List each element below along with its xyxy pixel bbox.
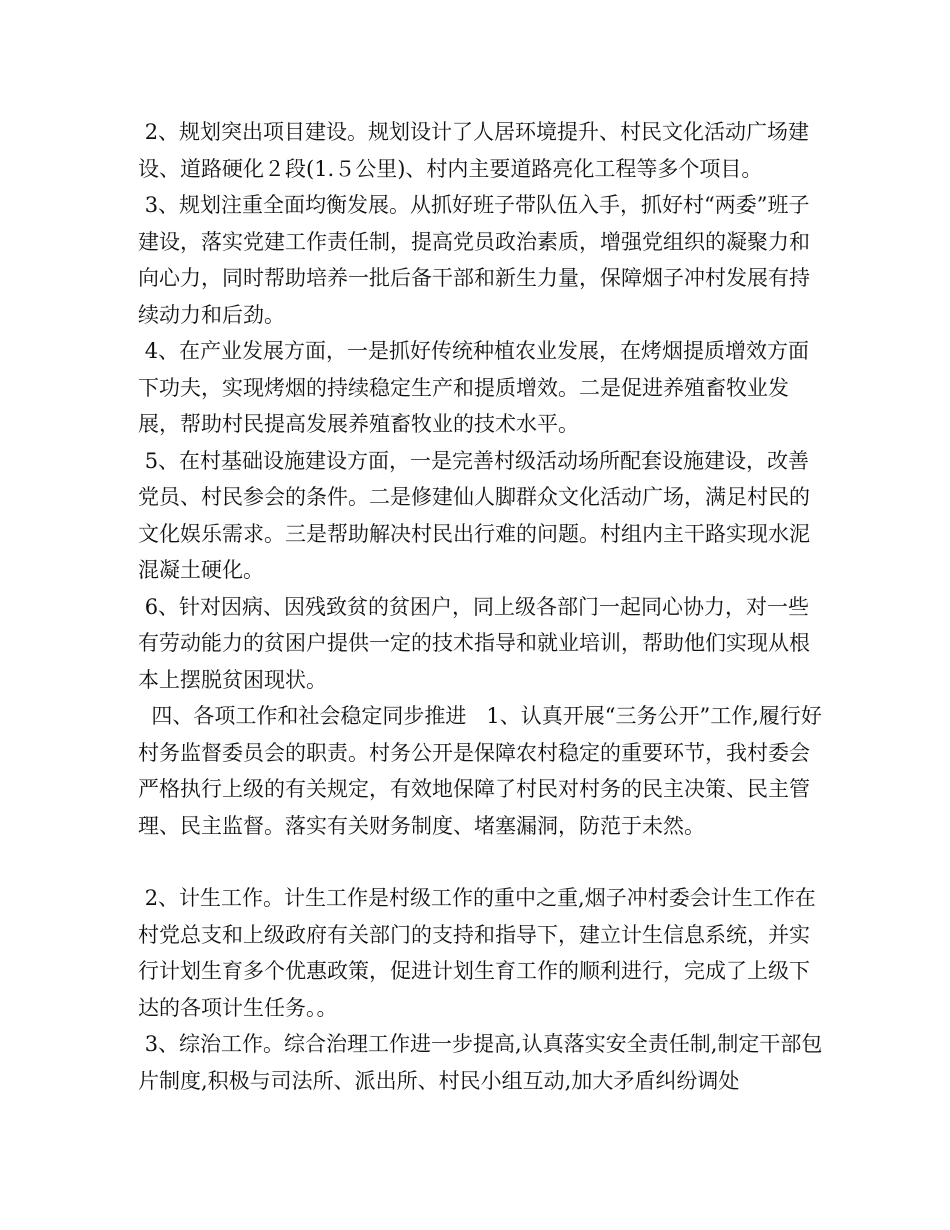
paragraph-planning-balanced-development: 3、规划注重全面均衡发展。从抓好班子带队伍入手，抓好村“两委”班子建设，落实党建工作责任制，提高党员政治素质，增强党组织的凝聚力和向心力，同时帮助培养一批后备干部和新生力量，保障烟子冲村发展有持续动力和后劲。 (138, 193, 810, 327)
paragraph-section-four-transparency: 四、各项工作和社会稳定同步推进 1、认真开展“三务公开”工作,履行好村务监督委员会的职责。村务公开是保障农村稳定的重要环节，我村委会严格执行上级的有关规定，有效地保障了村民对村务的民主决策、民主管理、民主监督。落实有关财务制度、堵塞漏洞，防范于未然。 (138, 704, 822, 838)
paragraph-planning-projects: 2、规划突出项目建设。规划设计了人居环境提升、村民文化活动广场建设、道路硬化２段(1.５公里)、村内主要道路亮化工程等多个项目。 (138, 120, 810, 181)
paragraph-spacer (138, 844, 828, 880)
paragraph-infrastructure: 5、在村基础设施建设方面，一是完善村级活动场所配套设施建设，改善党员、村民参会的条件。二是修建仙人脚群众文化活动广场，满足村民的文化娱乐需求。三是帮助解决村民出行难的问题。村组内主干路实现水泥混凝土硬化。 (138, 448, 810, 582)
paragraph-family-planning: 2、计生工作。计生工作是村级工作的重中之重,烟子冲村委会计生工作在村党总支和上级政府有关部门的支持和指导下，建立计生信息系统，并实行计划生育多个优惠政策，促进计划生育工作的顺利进行，完成了上级下达的各项计生任务。。 (138, 886, 816, 1020)
paragraph-industry-development: 4、在产业发展方面，一是抓好传统种植农业发展，在烤烟提质增效方面下功夫，实现烤烟的持续稳定生产和提质增效。二是促进养殖畜牧业发展，帮助村民提高发展养殖畜牧业的技术水平。 (138, 339, 810, 436)
paragraph-poverty-assistance: 6、针对因病、因残致贫的贫困户，同上级各部门一起同心协力，对一些有劳动能力的贫困户提供一定的技术指导和就业培训，帮助他们实现从根本上摆脱贫困现状。 (138, 594, 810, 692)
document-body (138, 114, 828, 1099)
paragraph-comprehensive-governance: 3、综治工作。综合治理工作进一步提高,认真落实安全责任制,制定干部包片制度,积极与司法所、派出所、村民小组互动,加大矛盾纠纷调处 (138, 1032, 823, 1093)
